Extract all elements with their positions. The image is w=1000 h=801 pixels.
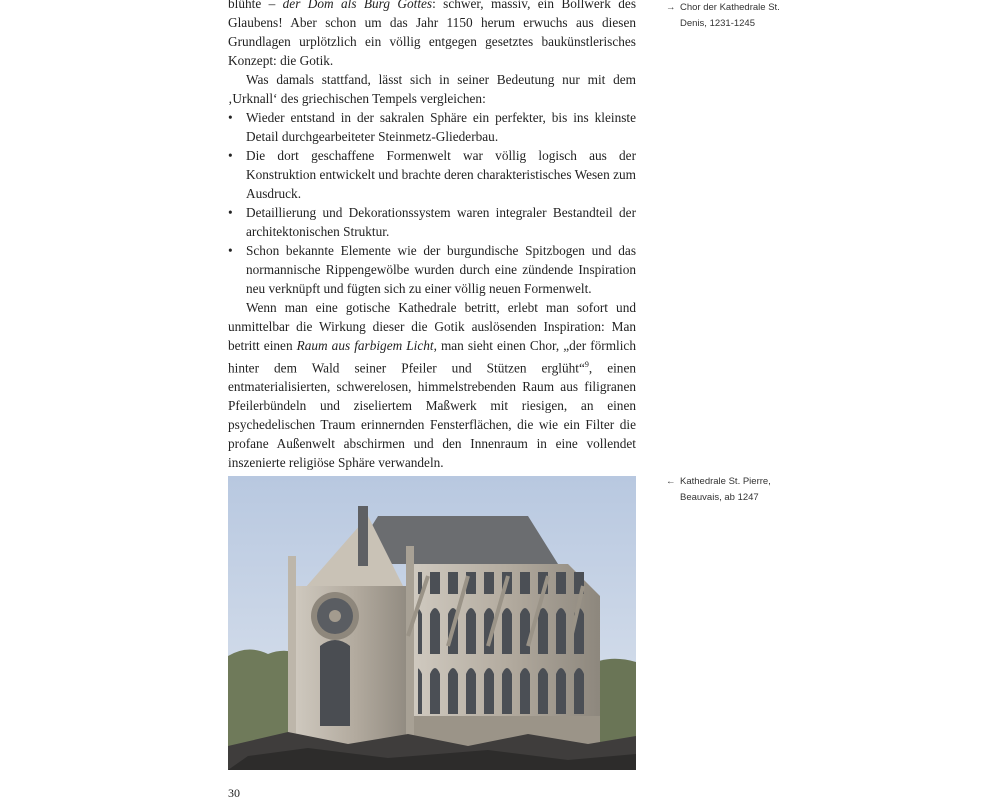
bullet-item	[228, 146, 636, 203]
bullet-dot: •	[228, 148, 233, 163]
caption-text: Kathedrale St. Pierre, Beauvais, ab 1247	[680, 476, 771, 503]
caption-beauvais	[666, 474, 786, 506]
bullet-dot: •	[228, 110, 233, 125]
text-run: , man sieht einen Chor, „der förmlich hinter dem Wald seiner Pfeiler und Stützen erglüht“	[228, 338, 636, 376]
bullet-text: Schon bekannte Elemente wie der burgundische Spitzbogen und das normannische Rippengewölbe wurden durch eine zündende Inspiration neu verknüpft und fügten sich zu einer völlig neuen Formenwelt.	[246, 243, 636, 296]
paragraph-2: Was damals stattfand, lässt sich in seiner Bedeutung nur mit dem ‚Urknall‘ des griechischen Tempels vergleichen:	[228, 72, 636, 106]
bullet-text: Wieder entstand in der sakralen Sphäre ein perfekter, bis ins kleinste Detail durchgearbeiteter Steinmetz-Gliederbau.	[246, 110, 636, 144]
body-text-column	[228, 0, 636, 472]
emphasis-text: der Dom als Burg Gottes	[282, 0, 433, 11]
paragraph-1	[228, 0, 636, 70]
text-run: , einen entmaterialisierten, schwerelosen, himmelstrebenden Raum aus filigranen Pfeilerbündeln und ziseliertem Maßwerk mit riesigen, an einen psychedelischen Traum erinnernden Fensterflächen, die wie ein Filter die profane Außenwelt abschirmen und den Innenraum in eine vollendet inszenierte religiöse Sphäre verwandeln.	[228, 360, 636, 471]
bullet-item	[228, 203, 636, 241]
bullet-item	[228, 108, 636, 146]
arrow-left-icon: ←	[666, 476, 676, 487]
emphasis-text: Raum aus farbigem Licht	[296, 338, 434, 353]
bullet-text: Die dort geschaffene Formenwelt war völlig logisch aus der Konstruktion entwickelt und brachte deren charakteristisches Wesen zum Ausdruck.	[246, 148, 636, 201]
footnote-marker[interactable]: 9	[584, 360, 589, 369]
cathedral-photo	[228, 476, 636, 770]
caption-st-denis	[666, 0, 786, 32]
paragraph-3	[228, 298, 636, 472]
bullet-text: Detaillierung und Dekorationssystem waren integraler Bestandteil der architektonischen Struktur.	[246, 205, 636, 239]
bullet-dot: •	[228, 243, 233, 258]
arrow-right-icon: →	[666, 2, 676, 13]
bullet-item	[228, 241, 636, 298]
page-number: 30	[228, 786, 240, 800]
text-run: blühte –	[228, 0, 283, 11]
caption-text: Chor der Kathedrale St. Denis, 1231-1245	[680, 2, 780, 29]
bullet-dot: •	[228, 205, 233, 220]
text-run: Wenn man eine gotische Kathedrale betritt, erlebt man sofort und unmittelbar die Wirkung dieser die Gotik auslösenden Inspiration: Man betritt einen	[228, 300, 636, 353]
text-run: : schwer, massiv, ein Bollwerk des Glaubens! Aber schon um das Jahr 1150 herum erwuchs aus diesen Grundlagen urplötzlich ein völlig entgegen gesetztes baukünstlerisches Konzept: die Gotik.	[228, 0, 636, 68]
